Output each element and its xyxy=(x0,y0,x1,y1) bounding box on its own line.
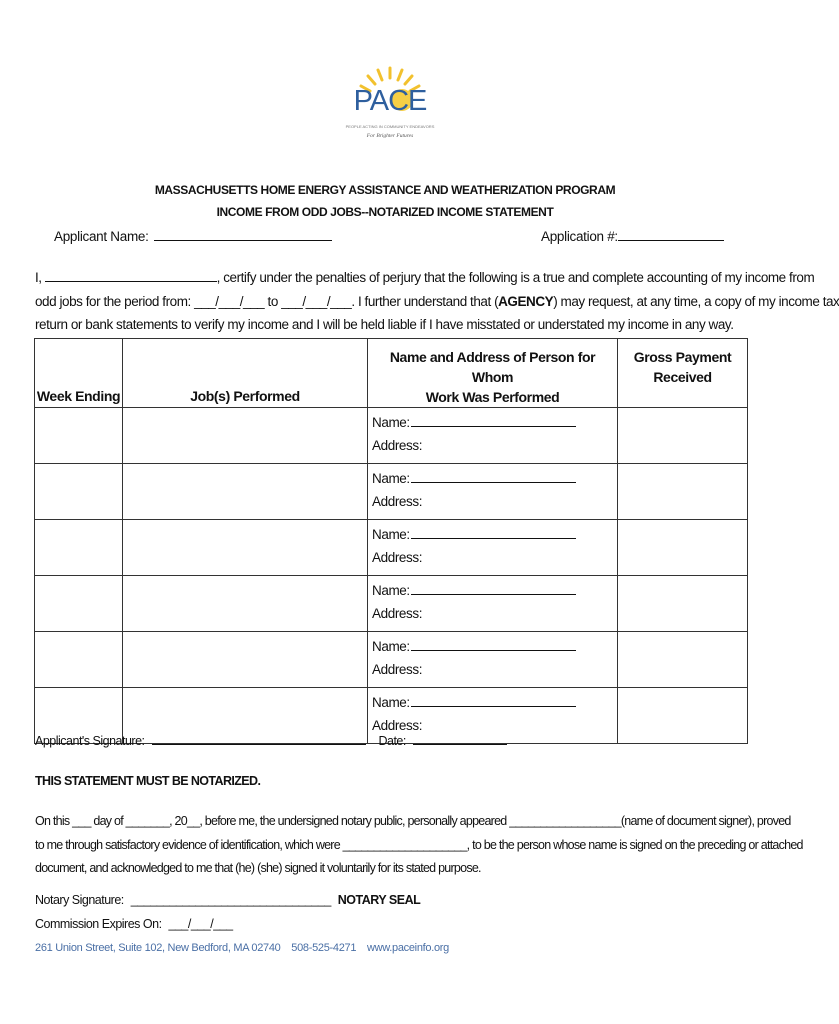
title-line-1: MASSACHUSETTS HOME ENERGY ASSISTANCE AND WEATHERIZATION PROGRAM xyxy=(154,183,616,197)
applicant-name-label: Applicant Name: xyxy=(54,229,149,244)
notary-line-1: On this ___ day of _______, 20__, before me, the undersigned notary public, personally appeared __________________(name of document signer), proved xyxy=(35,814,791,828)
person-address-label: Address: xyxy=(372,606,423,621)
week-ending-cell[interactable] xyxy=(35,408,123,464)
logo-tagline-2: For Brighter Futures xyxy=(366,133,414,139)
applicant-signature-field[interactable] xyxy=(152,733,366,745)
certifier-name-field[interactable] xyxy=(45,270,217,282)
person-address-label: Address: xyxy=(372,550,423,565)
week-ending-cell[interactable] xyxy=(35,576,123,632)
table-row xyxy=(35,520,748,576)
cert-line1-text: , certify under the penalties of perjury that the following is a true and complete accounting of my income from xyxy=(216,270,815,285)
week-ending-cell[interactable] xyxy=(35,632,123,688)
cert-period-label: odd jobs for the period from: xyxy=(35,293,191,309)
week-ending-cell[interactable] xyxy=(35,464,123,520)
commission-row xyxy=(35,917,233,931)
person-address-label: Address: xyxy=(372,718,423,733)
application-number-field[interactable] xyxy=(618,229,724,241)
person-name-field[interactable] xyxy=(411,412,576,427)
date-label: Date: xyxy=(378,734,406,748)
person-name-label: Name: xyxy=(372,695,410,710)
jobs-performed-cell[interactable] xyxy=(123,576,368,632)
notary-line-2: to me through satisfactory evidence of identification, which were ____________________, to be the person whose name is signed on the preceding or attached xyxy=(35,837,803,852)
person-name-row xyxy=(372,523,617,546)
person-name-label: Name: xyxy=(372,639,410,654)
header-gross-payment xyxy=(618,339,748,408)
person-cell[interactable] xyxy=(368,576,618,632)
cert-line2-text-b: ) may request, at any time, a copy of my income tax xyxy=(553,293,839,309)
jobs-performed-cell[interactable] xyxy=(123,408,368,464)
applicant-signature-label: Applicant's Signature: xyxy=(35,734,145,748)
person-name-row xyxy=(372,635,617,658)
person-cell[interactable] xyxy=(368,520,618,576)
pace-logo xyxy=(345,62,435,150)
gross-payment-cell[interactable] xyxy=(618,520,748,576)
date-field[interactable] xyxy=(413,733,507,745)
applicant-signature-row xyxy=(35,733,507,748)
person-name-field[interactable] xyxy=(411,692,576,707)
certification-line-3: return or bank statements to verify my income and I will be held liable if I have misstated or understated my income in any way. xyxy=(35,317,734,332)
footer-website[interactable]: www.paceinfo.org xyxy=(366,942,449,954)
table-row xyxy=(35,576,748,632)
person-name-field[interactable] xyxy=(411,468,576,483)
gross-payment-cell[interactable] xyxy=(618,632,748,688)
person-name-label: Name: xyxy=(372,583,410,598)
table-row xyxy=(35,464,748,520)
jobs-performed-cell[interactable] xyxy=(123,520,368,576)
person-name-row xyxy=(372,411,617,434)
person-name-field[interactable] xyxy=(411,580,576,595)
person-address-label: Address: xyxy=(372,662,423,677)
notary-signature-field[interactable]: _______________________________ xyxy=(130,893,331,907)
notary-signature-label: Notary Signature: xyxy=(35,893,124,907)
person-name-row xyxy=(372,579,617,602)
person-cell[interactable] xyxy=(368,408,618,464)
cert-i: I, xyxy=(35,270,42,285)
jobs-performed-cell[interactable] xyxy=(123,632,368,688)
certification-line-2 xyxy=(35,290,839,314)
odd-jobs-table xyxy=(34,338,748,744)
header-week-ending: Week Ending xyxy=(35,339,123,408)
commission-date-field[interactable]: ___/___/___ xyxy=(168,917,233,931)
title-line-2: INCOME FROM ODD JOBS--NOTARIZED INCOME STATEMENT xyxy=(216,205,554,219)
gross-payment-cell[interactable] xyxy=(618,408,748,464)
footer-contact xyxy=(35,942,457,954)
person-name-row xyxy=(372,467,617,490)
notary-signature-row xyxy=(35,893,420,907)
person-name-label: Name: xyxy=(372,527,410,542)
footer-phone: 508-525-4271 xyxy=(291,942,357,954)
table-row xyxy=(35,632,748,688)
logo-tagline-1: PEOPLE ACTING IN COMMUNITY ENDEAVORS xyxy=(345,124,435,129)
cert-period-dates[interactable]: ___/___/___ to ___/___/___. xyxy=(194,293,355,309)
person-name-field[interactable] xyxy=(411,636,576,651)
certification-paragraph xyxy=(35,266,839,337)
header-person-line-1: Name and Address of Person for Whom xyxy=(389,349,596,385)
gross-payment-cell[interactable] xyxy=(618,576,748,632)
person-name-field[interactable] xyxy=(411,524,576,539)
header-person xyxy=(368,339,618,408)
table-row xyxy=(35,408,748,464)
person-name-label: Name: xyxy=(372,415,410,430)
must-notarize-notice: THIS STATEMENT MUST BE NOTARIZED. xyxy=(35,774,261,788)
person-address-label: Address: xyxy=(372,438,423,453)
footer-address: 261 Union Street, Suite 102, New Bedford, MA 02740 xyxy=(35,942,281,954)
notary-line-3: document, and acknowledged to me that (he) (she) signed it voluntarily for its stated purpose. xyxy=(35,861,481,875)
notary-paragraph xyxy=(35,810,803,881)
commission-label: Commission Expires On: xyxy=(35,917,162,931)
gross-payment-cell[interactable] xyxy=(618,464,748,520)
cert-agency: AGENCY xyxy=(498,293,554,309)
application-number-label: Application #: xyxy=(541,229,618,244)
header-gross-line-1: Gross Payment xyxy=(633,349,732,365)
sun-icon xyxy=(345,62,435,150)
person-name-row xyxy=(372,691,617,714)
jobs-performed-cell[interactable] xyxy=(123,464,368,520)
person-cell[interactable] xyxy=(368,632,618,688)
cert-line2-text-a: I further understand that ( xyxy=(357,293,499,309)
application-number-row xyxy=(541,229,724,244)
table-header-row xyxy=(35,339,748,408)
person-cell[interactable] xyxy=(368,464,618,520)
applicant-name-row xyxy=(54,229,332,244)
person-address-label: Address: xyxy=(372,494,423,509)
logo-text: PACE xyxy=(353,85,427,117)
applicant-name-field[interactable] xyxy=(154,229,332,241)
gross-payment-cell[interactable] xyxy=(618,688,748,744)
header-jobs-performed: Job(s) Performed xyxy=(123,339,368,408)
header-person-line-2: Work Was Performed xyxy=(425,389,560,405)
week-ending-cell[interactable] xyxy=(35,520,123,576)
header-gross-line-2: Received xyxy=(653,369,712,385)
notary-seal-label: NOTARY SEAL xyxy=(337,893,421,907)
person-name-label: Name: xyxy=(372,471,410,486)
certification-line-1 xyxy=(35,266,815,290)
